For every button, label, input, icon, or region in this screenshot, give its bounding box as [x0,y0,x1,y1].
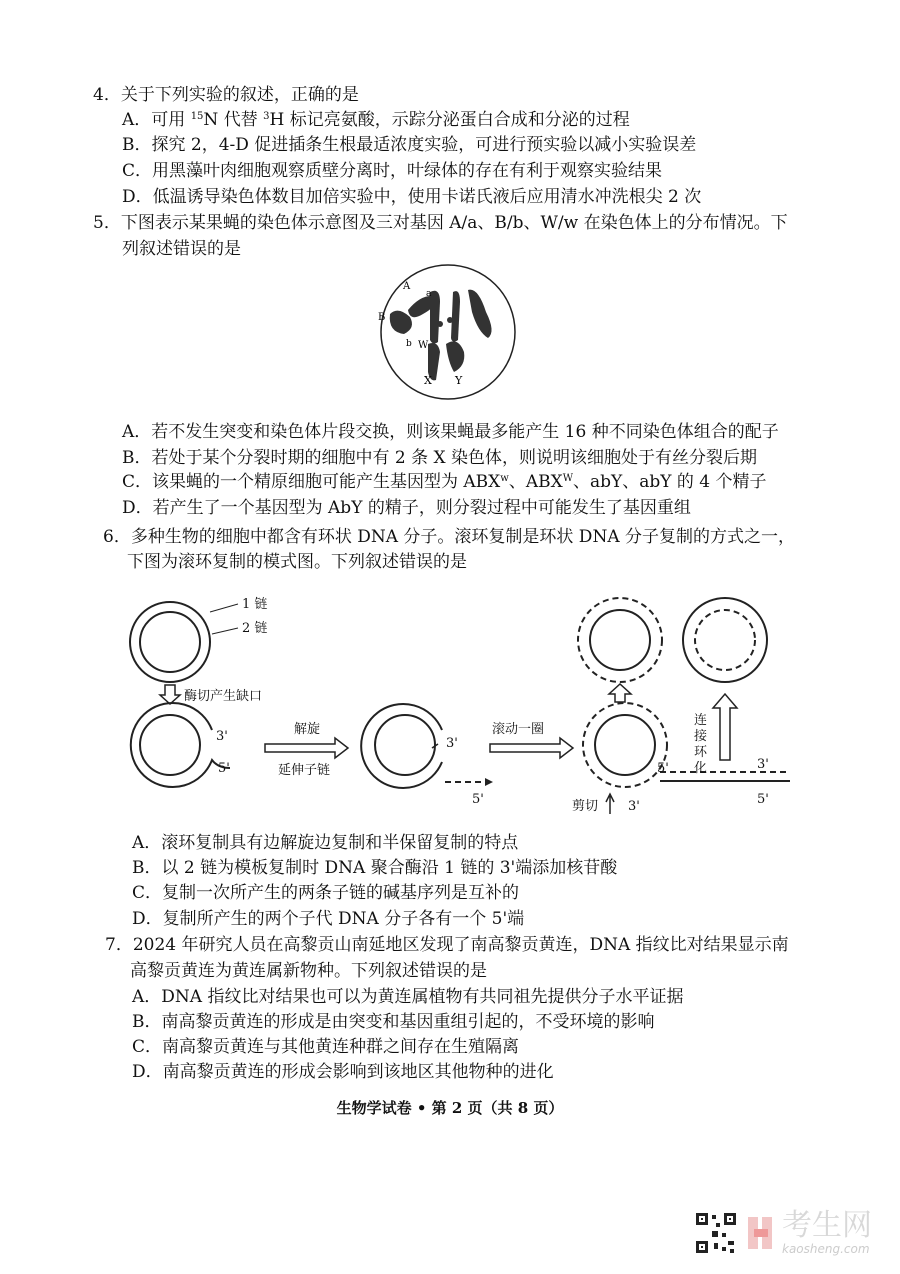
q5-option-d: D．若产生了一个基因型为 AbY 的精子，则分裂过程中可能发生了基因重组 [122,498,691,518]
label-5prime: 5' [757,792,769,807]
label-5prime: 5' [218,761,230,776]
q4-option-b: B．探究 2，4-D 促进插条生根最适浓度实验，可进行预实验以减小实验误差 [122,135,697,155]
q7-option-b: B．南高黎贡黄连的形成是由突变和基因重组引起的，不受环境的影响 [132,1012,655,1032]
q6-option-c: C．复制一次所产生的两条子链的碱基序列是互补的 [132,883,520,903]
gene-label-a: a [426,289,432,299]
rolling-circle-figure [120,590,800,830]
q7-stem-line2: 高黎贡黄连为黄连属新物种。下列叙述错误的是 [130,961,487,981]
up-arrow [713,694,737,760]
q7-option-d: D．南高黎贡黄连的形成会影响到该地区其他物种的进化 [132,1062,554,1082]
qr-code-icon [694,1211,738,1255]
label-3prime: 3' [216,729,228,744]
gene-label-B: B [378,312,386,323]
watermark-logo [694,1210,872,1256]
label-ligate-4: 化 [694,761,708,776]
q7-option-c: C．南高黎贡黄连与其他黄连种群之间存在生殖隔离 [132,1037,520,1057]
q5-option-c: C．该果蝇的一个精原细胞可能产生基因型为 ABX$^w$、$ABX^W$、abY、abY 的 4 个精子 [122,472,767,492]
chromosome-arm [451,291,460,341]
q5-option-b: B．若处于某个分裂时期的细胞中有 2 条 X 染色体，则说明该细胞处于有丝分裂后期 [122,448,758,468]
chromosome-y [446,341,464,372]
q6-option-d: D．复制所产生的两个子代 DNA 分子各有一个 5'端 [132,909,525,929]
label-roll: 滚动一圈 [492,722,545,737]
chromosome-arm [390,311,412,334]
label-cut: 剪切 [572,799,599,814]
label-nick: 酶切产生缺口 [184,689,263,704]
chromosome-arm [430,291,440,344]
brand-domain: kaosheng.com [782,1242,870,1256]
brand-mark-icon [746,1213,776,1253]
down-arrow [160,685,180,704]
q4-option-c: C．用黑藻叶肉细胞观察质壁分离时，叶绿体的存在有利于观察实验结果 [122,161,663,181]
q6-option-b: B．以 2 链为模板复制时 DNA 聚合酶沿 1 链的 3'端添加核苷酸 [132,858,618,878]
q5-stem-line2: 列叙述错误的是 [122,239,241,259]
label-ligate-2: 接 [694,729,708,744]
dna-chain-2 [140,612,200,672]
chromosome-figure [368,262,528,402]
q6-stem-line2: 下图为滚环复制的模式图。下列叙述错误的是 [127,552,467,572]
chromosome-label-X: X [424,374,432,387]
q6-option-a: A．滚环复制具有边解旋边复制和半保留复制的特点 [132,833,519,853]
label-chain-1: 1 链 [242,597,268,612]
q4-option-d: D．低温诱导染色体数目加倍实验中，使用卡诺氏液后应用清水冲洗根尖 2 次 [122,187,702,207]
label-ligate-1: 连 [694,713,708,728]
right-arrow [265,738,348,758]
label-5prime: 5' [472,792,484,807]
brand-name: 考生网 [782,1208,872,1243]
label-ligate-3: 环 [694,745,708,760]
q5-stem-line1: 5．下图表示某果蝇的染色体示意图及三对基因 A/a、B/b、W/w 在染色体上的分布情况。下 [93,213,788,233]
q7-option-a: A．DNA 指纹比对结果也可以为黄连属植物有共同祖先提供分子水平证据 [132,987,684,1007]
q5-option-a: A．若不发生突变和染色体片段交换，则该果蝇最多能产生 16 种不同染色体组合的配子 [122,422,779,442]
gene-label-b: b [406,339,412,349]
q4-option-a: A．可用 $^{15}$N 代替 $^3$H 标记亮氨酸，示踪分泌蛋白合成和分泌的过程 [122,110,630,130]
label-3prime: 3' [628,799,640,814]
right-arrow [490,738,573,758]
label-3prime: 3' [446,736,458,751]
label-unwind: 解旋 [294,722,321,737]
label-3prime: 3' [757,757,769,772]
label-5prime: 5' [657,761,669,776]
gene-label-W: W [418,340,429,351]
page-footer: 生物学试卷 • 第 2 页（共 8 页） [336,1099,564,1117]
chromosome-arm [468,290,492,338]
q6-stem-line1: 6．多种生物的细胞中都含有环状 DNA 分子。滚环复制是环状 DNA 分子复制的方式之一， [103,527,795,547]
gene-label-A: A [403,281,411,292]
chromosome-label-Y: Y [455,374,463,387]
label-extend: 延伸子链 [278,763,331,778]
q4-stem: 4．关于下列实验的叙述，正确的是 [93,85,359,105]
dna-chain-1 [130,602,210,682]
q7-stem-line1: 7．2024 年研究人员在高黎贡山南延地区发现了南高黎贡黄连，DNA 指纹比对结果显示南 [105,935,789,955]
label-chain-2: 2 链 [242,621,268,636]
up-arrow [609,684,631,702]
